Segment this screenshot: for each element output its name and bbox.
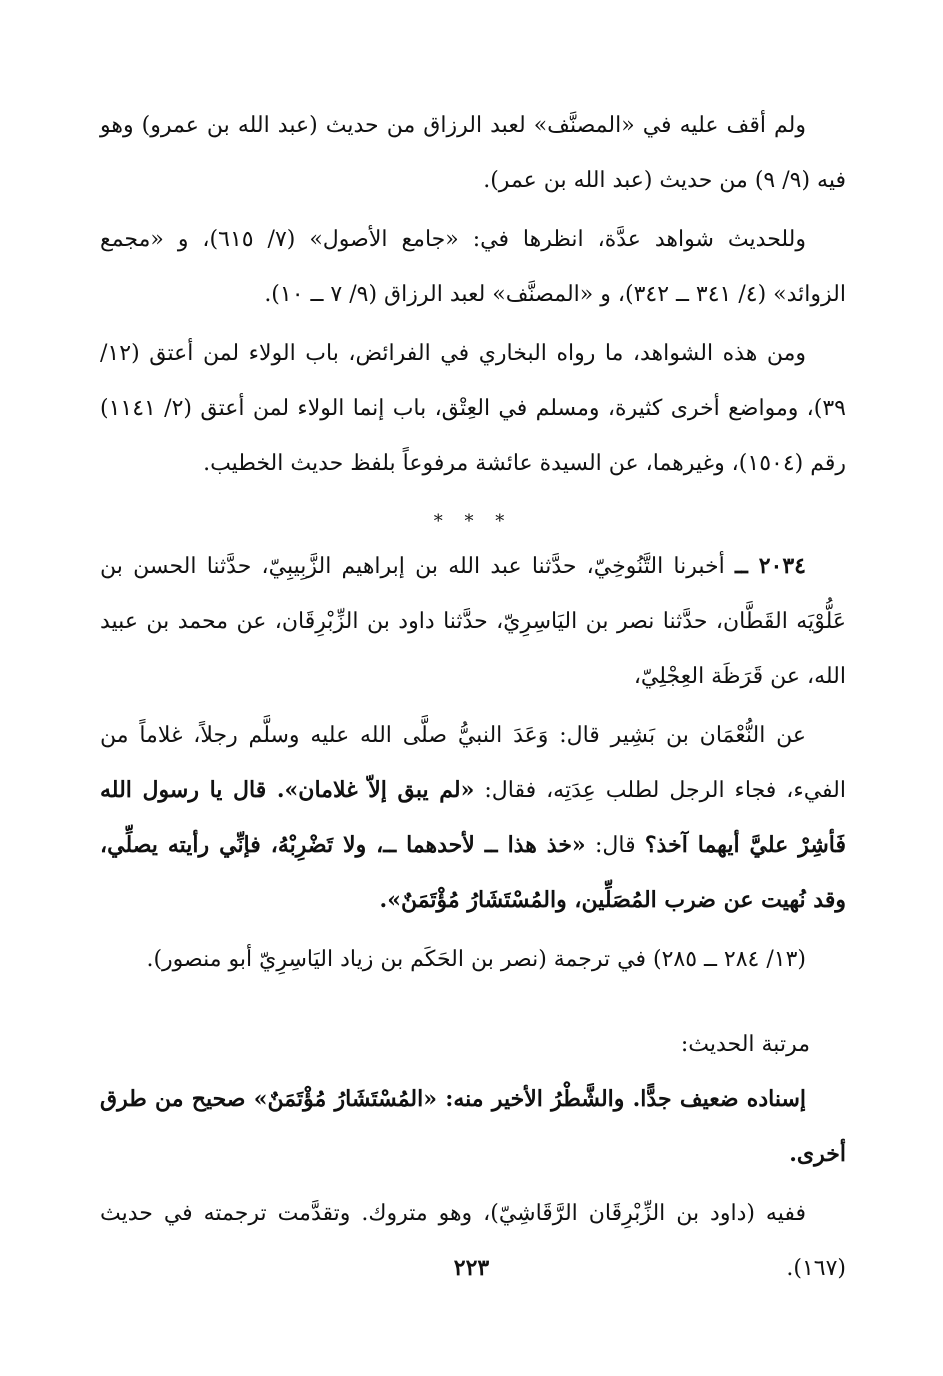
hadith-matn-quote: «لم يبق إلاّ غلامان». قال يا رسول الله فَأشِرْ عليَّ أيهما آخذ؟ <box>100 777 846 858</box>
paragraph-shawahid <box>100 212 846 322</box>
grading-heading: مرتبة الحديث: <box>680 1032 810 1057</box>
paragraph-musannaf-note <box>100 98 846 208</box>
grading-reason-text: ففيه (داود بن الزِّبْرِقَان الرَّقَاشِيّ)، وهو متروك. وتقدَّمت ترجمته في حديث (١٦٧). <box>100 1201 846 1281</box>
page-number: ٢٢٣ <box>453 1255 490 1281</box>
hadith-matn-quote: «خذ هذا ــ لأحدهما ــ، ولا تَضْرِبْهُ، فإنِّي رأيته يصلِّي، وقد نُهيت عن ضرب المُصَلِّين، والمُسْتَشَارُ مُؤْتَمَنٌ». <box>100 832 846 913</box>
hadith-isnad <box>100 539 846 704</box>
hadith-matn-said: قال: <box>594 833 636 858</box>
hadith-source <box>100 932 846 987</box>
page-body <box>100 98 846 1296</box>
paragraph-bukhari-muslim <box>100 326 846 491</box>
grading-verdict <box>100 1072 846 1182</box>
hadith-isnad-text: أخبرنا التَّنُوخِيّ، حدَّثنا عبد الله بن إبراهيم الزَّبِيبِيّ، حدَّثنا الحسن بن عَلُّوْيَه القَطَّان، حدَّثنا نصر بن اليَاسِرِيّ، حدَّثنا داود بن الزِّبْرِقَان، عن محمد بن عبيد الله، عن قَرَظَة العِجْلِيّ، <box>100 554 846 689</box>
grading-verdict-text: إسناده ضعيف جدًّا. والشَّطْرُ الأخير منه: «المُسْتَشَارُ مُؤْتَمَنٌ» صحيح من طرق أخرى. <box>100 1086 846 1167</box>
hadith-number: ٢٠٣٤ ــ <box>734 553 806 579</box>
hadith-source-text: (١٣/ ٢٨٤ ــ ٢٨٥) في ترجمة (نصر بن الحَكَم بن زياد اليَاسِرِيّ أبو منصور). <box>146 947 806 972</box>
section-separator: * * * <box>433 511 513 532</box>
paragraph-text: وللحديث شواهد عدَّة، انظرها في: «جامع الأصول» (٧/ ٦١٥)، و «مجمع الزوائد» (٤/ ٣٤١ ــ ٣٤٢)، و «المصنَّف» لعبد الرزاق (٩/ ٧ ــ ١٠). <box>100 227 846 307</box>
hadith-matn-intro: عن النُّعْمَان بن بَشِير قال: وَعَدَ النبيُّ صلَّى الله عليه وسلَّم رجلاً، غلاماً من الفيء، فجاء الرجل لطلب عِدَتِه، فقال: <box>100 723 846 803</box>
paragraph-text: ولم أقف عليه في «المصنَّف» لعبد الرزاق من حديث (عبد الله بن عمرو) وهو فيه (٩/ ٩) من حديث (عبد الله بن عمر). <box>100 113 846 193</box>
paragraph-text: ومن هذه الشواهد، ما رواه البخاري في الفرائض، باب الولاء لمن أعتق (١٢/ ٣٩)، ومواضع أخرى كثيرة، ومسلم في العِتْق، باب إنما الولاء لمن أعتق (٢/ ١١٤١) رقم (١٥٠٤)، وغيرهما، عن السيدة عائشة مرفوعاً بلفظ حديث الخطيب. <box>100 341 846 476</box>
hadith-matn <box>100 708 846 928</box>
